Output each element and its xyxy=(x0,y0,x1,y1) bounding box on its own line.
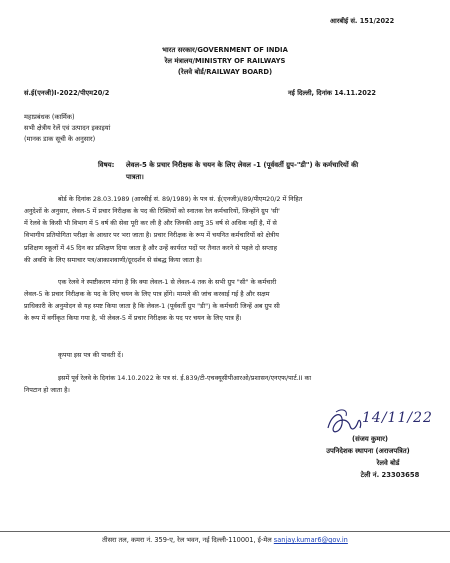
subject-label: विषय: xyxy=(98,161,115,169)
signature-date-scrawl: 14/11/22 xyxy=(362,410,433,426)
header-board: (रेलवे बोर्ड/RAILWAY BOARD) xyxy=(177,68,273,76)
paragraph-1-line: की अवधि के लिए समाचार पत्र/आकाशवाणी/दूरदर्शन से संबद्ध किया जाता है। xyxy=(24,255,202,264)
paragraph-2-line: एक रेलवे ने स्पष्टीकरण मांगा है कि क्या लेवल-1 से लेवल-4 तक के सभी ग्रुप "सी" के कर्मचारी xyxy=(58,278,277,286)
place-date: नई दिल्ली, दिनांक 14.11.2022 xyxy=(288,89,377,97)
paragraph-4-body xyxy=(24,384,70,396)
addressee-line2: सभी क्षेत्रीय रेलें एवं उत्पादन इकाइयां xyxy=(24,124,111,132)
paragraph-1-body xyxy=(24,205,280,266)
paragraph-2-line: प्राधिकारी के अनुमोदन से यह स्पष्ट किया जाता है कि लेवल-1 (पूर्ववर्ती ग्रुप "डी") के कर्मचारी जिन्हें अब ग्रुप सी xyxy=(24,302,280,311)
paragraph-2 xyxy=(58,276,276,288)
footer xyxy=(0,535,450,544)
paragraph-2-line: के रूप में वर्गीकृत किया गया है, भी लेवल-5 में प्रचार निरीक्षक के पद पर चयन के लिए पात्र हैं। xyxy=(24,314,242,323)
addressee-line1: महाप्रबंधक (कार्मिक) xyxy=(24,113,75,121)
header-ministry: रेल मंत्रालय/MINISTRY OF RAILWAYS xyxy=(164,57,286,65)
paragraph-1-line: प्रशिक्षण स्कूलों में 45 दिन का प्रशिक्षण दिया जाता है और उन्हें कार्यरत पदों पर तैनात करने से पहले दो सप्ताह xyxy=(24,243,277,252)
paragraph-4-line: निपटान हो जाता है। xyxy=(24,386,70,394)
addressee-line3: (मानक डाक सूची के अनुसार) xyxy=(24,135,96,143)
footer-divider xyxy=(0,531,450,532)
signatory-phone: टेली नं. 23303658 xyxy=(360,471,420,479)
file-number: सं.ई(एनजी)I-2022/पीएम20/2 xyxy=(24,89,110,97)
paragraph-2-body xyxy=(24,288,280,325)
paragraph-1 xyxy=(58,193,302,205)
header-govt: भारत सरकार/GOVERNMENT OF INDIA xyxy=(162,46,288,54)
footer-email-link[interactable]: sanjay.kumar6@gov.in xyxy=(273,536,348,544)
subject-line2: पात्रता। xyxy=(126,173,144,181)
paragraph-1-line: अनुदेशों के अनुसार, लेवल-5 में प्रचार निरीक्षक के पद की रिक्तियों को स्नातक रेल कर्मचारियों, जिन्होंने ग्रुप 'सी' xyxy=(24,207,280,215)
paragraph-1-line: विभागीय प्रतियोगिता परीक्षा के आधार पर भरा जाता है। प्रचार निरीक्षक के रूप में चयनित कर्मचारियों को क्षेत्रीय xyxy=(24,231,279,240)
circular-number: आरबीई सं. 151/2022 xyxy=(330,17,395,25)
paragraph-1-line: बोर्ड के दिनांक 28.03.1989 (आरबीई सं. 89/1989) के पत्र सं. ई(एनजी)I/89/पीएम20/2 में निहित xyxy=(58,195,303,203)
paragraph-4 xyxy=(58,372,311,384)
paragraph-3: कृपया इस पत्र की पावती दें। xyxy=(58,351,124,359)
paragraph-1-line: में रेलवे के किसी भी विभाग में 5 वर्ष की सेवा पूरी कर ली है और जिनकी आयु 35 वर्ष से अधिक नहीं है, में से xyxy=(24,219,277,228)
signatory-designation: उपनिदेशक स्थापना (अराजपत्रित) xyxy=(326,447,410,455)
footer-address: तीसरा तल, कमरा नं. 359-ए, रेल भवन, नई दिल्ली-110001, ई-मेल xyxy=(102,536,272,544)
paragraph-4-line: इसमें पूर्व रेलवे के दिनांक 14.10.2022 के पत्र सं. ई.839/टी-एचक्यूसीपीआरओ/प्रशासन/एनएफ/पार्ट.II का xyxy=(58,374,312,382)
paragraph-2-line: लेवल-5 के प्रचार निरीक्षक के पद के लिए चयन के लिए पात्र होंगे। मामले की जांच करवाई गई है और सक्षम xyxy=(24,290,270,298)
signatory-name: (संजय कुमार) xyxy=(352,435,388,443)
signatory-office: रेलवे बोर्ड xyxy=(376,459,400,467)
subject-line1: लेवल-5 के प्रचार निरीक्षक के चयन के लिए लेवल -1 (पूर्ववर्ती ग्रुप-"डी") के कर्मचारियों की xyxy=(126,161,359,169)
